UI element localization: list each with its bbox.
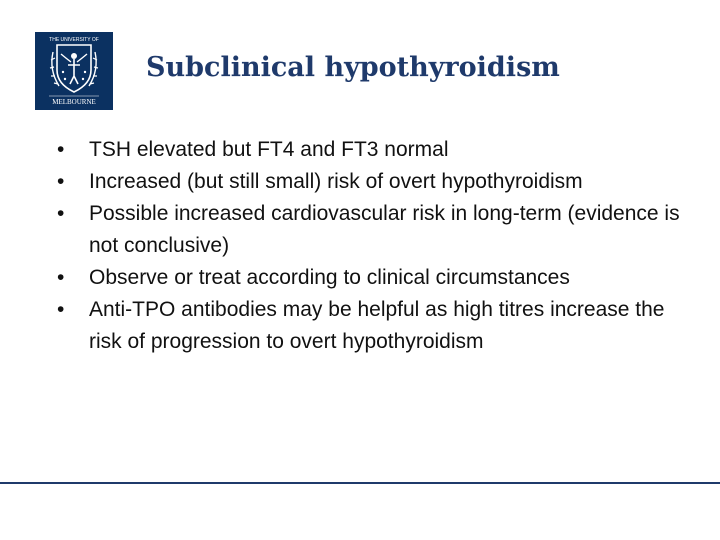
university-logo [35,32,113,110]
bullet-marker: • [57,202,65,225]
crest-icon [35,32,113,110]
logo-line1: THE UNIVERSITY OF [49,37,99,43]
bullet-text: TSH elevated but FT4 and FT3 normal [89,138,449,161]
bullet-text: Observe or treat according to clinical circumstances [89,266,570,289]
bullet-item [57,134,697,166]
bullet-item [57,198,697,262]
slide-title: Subclinical hypothyroidism [146,52,560,83]
bullet-marker: • [57,266,65,289]
bullet-item [57,262,697,294]
bullet-text: Increased (but still small) risk of overt hypothyroidism [89,170,583,193]
bullet-list [57,134,697,358]
logo-line2: MELBOURNE [52,98,96,106]
bullet-marker: • [57,138,65,161]
bullet-item [57,294,697,358]
bullet-marker: • [57,170,65,193]
bullet-marker: • [57,298,65,321]
bullet-text: Anti-TPO antibodies may be helpful as high titres increase the risk of progression to overt hypothyroidism [89,298,665,353]
bullet-text: Possible increased cardiovascular risk in long-term (evidence is not conclusive) [89,202,680,257]
footer-divider [0,482,720,484]
bullet-item [57,166,697,198]
